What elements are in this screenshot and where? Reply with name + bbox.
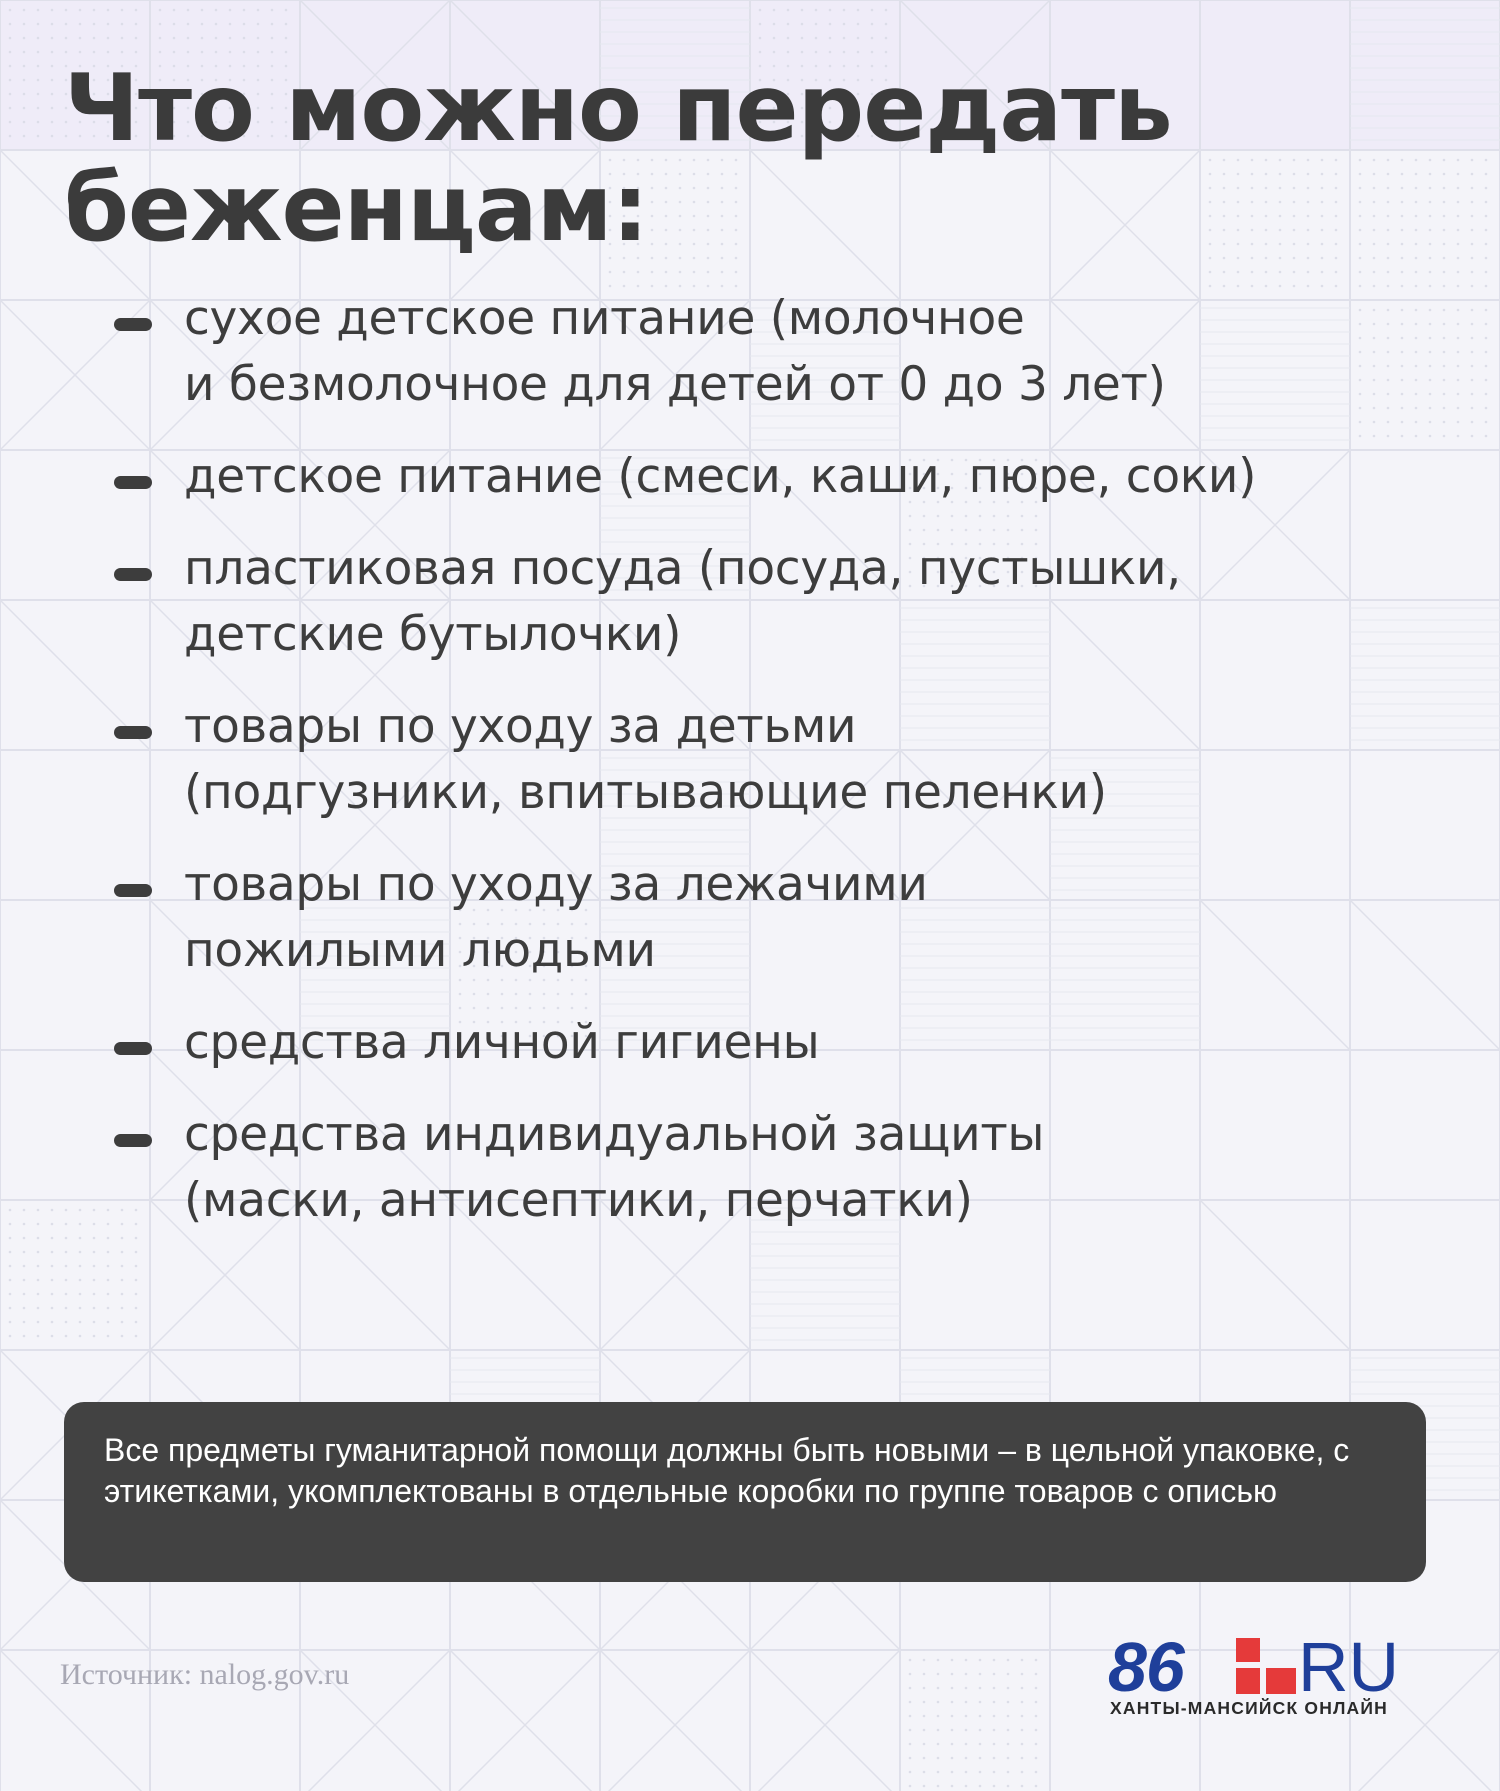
logo-squares-icon xyxy=(1236,1638,1296,1694)
list-item xyxy=(110,536,1450,668)
logo-number: 86 xyxy=(1108,1628,1184,1706)
list-item xyxy=(110,1102,1450,1234)
list-item xyxy=(110,286,1450,418)
site-logo xyxy=(1108,1628,1408,1718)
logo-subtitle: ХАНТЫ-МАНСИЙСК ОНЛАЙН xyxy=(1110,1698,1389,1718)
logo-suffix: RU xyxy=(1298,1628,1400,1706)
list-item xyxy=(110,1010,1450,1076)
bullet-dash-icon xyxy=(114,1134,152,1147)
page-title: Что можно передать беженцам: xyxy=(64,54,1172,262)
bullet-dash-icon xyxy=(114,884,152,897)
list-item-text: средства личной гигиены xyxy=(184,1015,820,1070)
bullet-dash-icon xyxy=(114,1042,152,1055)
list-item-text: сухое детское питание (молочное и безмолочное для детей от 0 до 3 лет) xyxy=(184,291,1166,412)
list-item xyxy=(110,444,1450,510)
list-item-text: товары по уходу за детьми (подгузники, впитывающие пеленки) xyxy=(184,699,1107,820)
bullet-dash-icon xyxy=(114,318,152,331)
list-item xyxy=(110,694,1450,826)
source-text: Источник: nalog.gov.ru xyxy=(60,1658,350,1691)
list-item-text: пластиковая посуда (посуда, пустышки, детские бутылочки) xyxy=(184,541,1181,662)
list-item-text: средства индивидуальной защиты (маски, антисептики, перчатки) xyxy=(184,1107,1045,1228)
bullet-dash-icon xyxy=(114,726,152,739)
list-item-text: детское питание (смеси, каши, пюре, соки) xyxy=(184,449,1257,504)
note-text: Все предметы гуманитарной помощи должны быть новыми – в цельной упаковке, с этикетками, укомплектованы в отдельные коробки по группе товаров с описью xyxy=(104,1432,1350,1509)
items-list xyxy=(110,286,1450,1260)
bullet-dash-icon xyxy=(114,476,152,489)
bullet-dash-icon xyxy=(114,568,152,581)
note-box xyxy=(64,1402,1426,1582)
list-item xyxy=(110,852,1450,984)
list-item-text: товары по уходу за лежачими пожилыми людьми xyxy=(184,857,928,978)
